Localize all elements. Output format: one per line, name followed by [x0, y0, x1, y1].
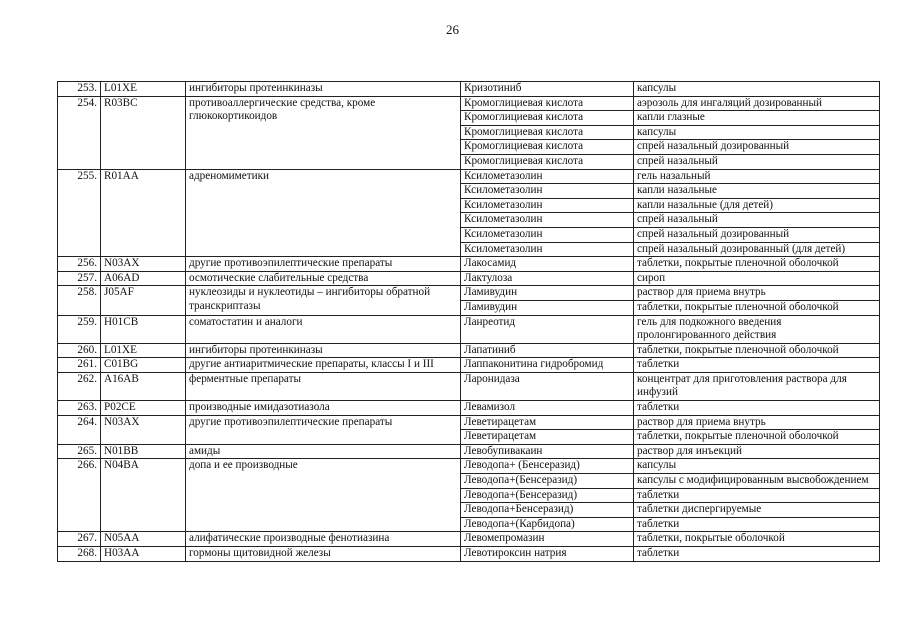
dosage-form: раствор для приема внутрь	[634, 286, 880, 301]
row-number: 265.	[58, 444, 101, 459]
dosage-form: таблетки, покрытые оболочкой	[634, 532, 880, 547]
drug-name: Ксилометазолин	[461, 227, 634, 242]
row-number: 254.	[58, 96, 101, 169]
table-row	[58, 271, 880, 286]
row-number: 262.	[58, 372, 101, 400]
drug-name: Леводопа+Бенсеразид)	[461, 503, 634, 518]
dosage-form: таблетки	[634, 547, 880, 562]
dosage-form: таблетки, покрытые пленочной оболочкой	[634, 257, 880, 272]
dosage-form: концентрат для приготовления раствора для инфузий	[634, 372, 880, 400]
dosage-form: спрей назальный дозированный (для детей)	[634, 242, 880, 257]
dosage-form: таблетки	[634, 358, 880, 373]
row-number: 261.	[58, 358, 101, 373]
atc-code: N03AX	[101, 415, 186, 444]
atc-code: R03BC	[101, 96, 186, 169]
atc-code: H01CB	[101, 315, 186, 343]
drug-name: Леветирацетам	[461, 430, 634, 445]
drug-name: Кризотиниб	[461, 82, 634, 97]
dosage-form: гель назальный	[634, 169, 880, 184]
drug-name: Левотироксин натрия	[461, 547, 634, 562]
table-row	[58, 257, 880, 272]
row-number: 255.	[58, 169, 101, 257]
dosage-form: капли глазные	[634, 111, 880, 126]
drug-name: Леводопа+(Бенсеразид)	[461, 474, 634, 489]
atc-code: R01AA	[101, 169, 186, 257]
atc-code: C01BG	[101, 358, 186, 373]
dosage-form: сироп	[634, 271, 880, 286]
dosage-form: спрей назальный дозированный	[634, 227, 880, 242]
pharmacological-group: противоаллергические средства, кроме глюкокортикоидов	[186, 96, 461, 169]
table-row	[58, 415, 880, 430]
dosage-form: капсулы	[634, 82, 880, 97]
table-row	[58, 401, 880, 416]
dosage-form: капсулы	[634, 459, 880, 474]
drug-name: Ламивудин	[461, 300, 634, 315]
pharmacological-group: осмотические слабительные средства	[186, 271, 461, 286]
table-row	[58, 286, 880, 301]
atc-code: A16AB	[101, 372, 186, 400]
drug-name: Кромоглициевая кислота	[461, 111, 634, 126]
dosage-form: капсулы с модифицированным высвобождением	[634, 474, 880, 489]
drug-name: Ларонидаза	[461, 372, 634, 400]
atc-code: H03AA	[101, 547, 186, 562]
drug-name: Левобупивакаин	[461, 444, 634, 459]
table-row	[58, 459, 880, 474]
atc-code: A06AD	[101, 271, 186, 286]
pharmacological-group: производные имидазотиазола	[186, 401, 461, 416]
atc-code: N01BB	[101, 444, 186, 459]
page-number: 26	[446, 22, 459, 37]
pharmacological-group: ферментные препараты	[186, 372, 461, 400]
drug-name: Ланреотид	[461, 315, 634, 343]
row-number: 256.	[58, 257, 101, 272]
row-number: 266.	[58, 459, 101, 532]
row-number: 258.	[58, 286, 101, 315]
drug-name: Лаппаконитина гидробромид	[461, 358, 634, 373]
drug-name: Левомепромазин	[461, 532, 634, 547]
atc-code: N03AX	[101, 257, 186, 272]
pharmacological-group: ингибиторы протеинкиназы	[186, 82, 461, 97]
atc-code: L01XE	[101, 82, 186, 97]
drug-name: Ксилометазолин	[461, 184, 634, 199]
dosage-form: таблетки, покрытые пленочной оболочкой	[634, 343, 880, 358]
drug-name: Кромоглициевая кислота	[461, 154, 634, 169]
atc-code: N05AA	[101, 532, 186, 547]
dosage-form: капли назальные	[634, 184, 880, 199]
atc-code: P02CE	[101, 401, 186, 416]
drug-name: Ксилометазолин	[461, 213, 634, 228]
pharmacological-group: гормоны щитовидной железы	[186, 547, 461, 562]
drug-name: Ксилометазолин	[461, 198, 634, 213]
table-row	[58, 82, 880, 97]
pharmacological-group: амиды	[186, 444, 461, 459]
drug-table	[57, 81, 880, 562]
drug-name: Кромоглициевая кислота	[461, 125, 634, 140]
pharmacological-group: допа и ее производные	[186, 459, 461, 532]
drug-name: Кромоглициевая кислота	[461, 96, 634, 111]
table-row	[58, 547, 880, 562]
row-number: 268.	[58, 547, 101, 562]
pharmacological-group: другие противоэпилептические препараты	[186, 257, 461, 272]
drug-name: Леводопа+(Карбидопа)	[461, 517, 634, 532]
table-row	[58, 343, 880, 358]
atc-code: J05AF	[101, 286, 186, 315]
dosage-form: спрей назальный	[634, 213, 880, 228]
table-row	[58, 358, 880, 373]
drug-name: Лапатиниб	[461, 343, 634, 358]
table-row	[58, 169, 880, 184]
table-row	[58, 444, 880, 459]
dosage-form: аэрозоль для ингаляций дозированный	[634, 96, 880, 111]
drug-name: Лактулоза	[461, 271, 634, 286]
drug-name: Лакосамид	[461, 257, 634, 272]
drug-name: Ксилометазолин	[461, 242, 634, 257]
table-row	[58, 372, 880, 400]
dosage-form: раствор для инъекций	[634, 444, 880, 459]
dosage-form: спрей назальный	[634, 154, 880, 169]
dosage-form: капли назальные (для детей)	[634, 198, 880, 213]
pharmacological-group: соматостатин и аналоги	[186, 315, 461, 343]
table-row	[58, 315, 880, 343]
pharmacological-group: нуклеозиды и нуклеотиды – ингибиторы обратной транскриптазы	[186, 286, 461, 315]
drug-name: Левамизол	[461, 401, 634, 416]
drug-name: Ламивудин	[461, 286, 634, 301]
pharmacological-group: алифатические производные фенотиазина	[186, 532, 461, 547]
dosage-form: таблетки, покрытые пленочной оболочкой	[634, 430, 880, 445]
dosage-form: таблетки, покрытые пленочной оболочкой	[634, 300, 880, 315]
dosage-form: таблетки	[634, 517, 880, 532]
pharmacological-group: адреномиметики	[186, 169, 461, 257]
table-row	[58, 532, 880, 547]
dosage-form: капсулы	[634, 125, 880, 140]
row-number: 267.	[58, 532, 101, 547]
table-row	[58, 96, 880, 111]
row-number: 259.	[58, 315, 101, 343]
drug-name: Леводопа+ (Бенсеразид)	[461, 459, 634, 474]
dosage-form: таблетки	[634, 488, 880, 503]
drug-name: Леводопа+(Бенсеразид)	[461, 488, 634, 503]
row-number: 263.	[58, 401, 101, 416]
row-number: 257.	[58, 271, 101, 286]
atc-code: L01XE	[101, 343, 186, 358]
pharmacological-group: ингибиторы протеинкиназы	[186, 343, 461, 358]
dosage-form: гель для подкожного введения пролонгированного действия	[634, 315, 880, 343]
row-number: 264.	[58, 415, 101, 444]
dosage-form: таблетки диспергируемые	[634, 503, 880, 518]
dosage-form: раствор для приема внутрь	[634, 415, 880, 430]
pharmacological-group: другие антиаритмические препараты, классы I и III	[186, 358, 461, 373]
drug-table-body	[58, 82, 880, 562]
dosage-form: таблетки	[634, 401, 880, 416]
row-number: 260.	[58, 343, 101, 358]
drug-name: Леветирацетам	[461, 415, 634, 430]
drug-name: Кромоглициевая кислота	[461, 140, 634, 155]
row-number: 253.	[58, 82, 101, 97]
dosage-form: спрей назальный дозированный	[634, 140, 880, 155]
atc-code: N04BA	[101, 459, 186, 532]
drug-name: Ксилометазолин	[461, 169, 634, 184]
pharmacological-group: другие противоэпилептические препараты	[186, 415, 461, 444]
